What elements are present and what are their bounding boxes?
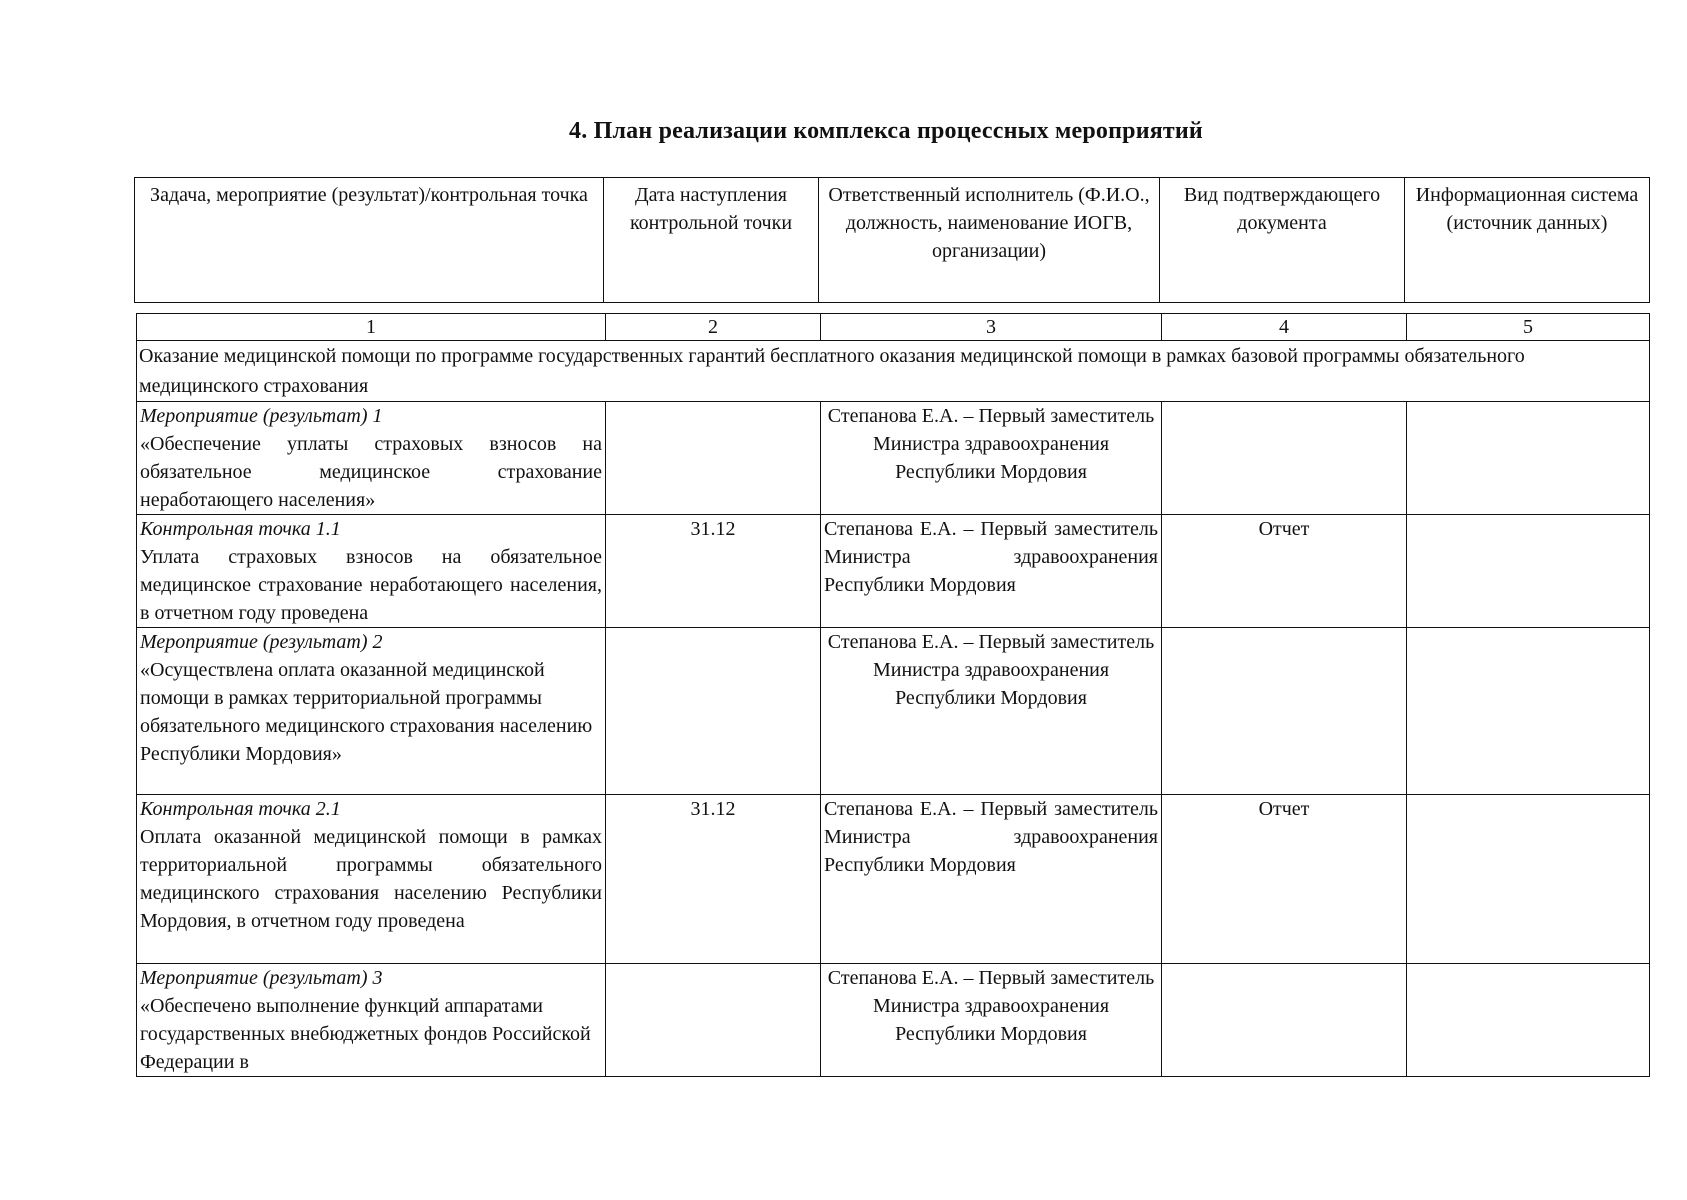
header-row xyxy=(135,178,1650,303)
table-row xyxy=(137,402,1650,515)
table-row xyxy=(137,795,1650,964)
info-system-cell xyxy=(1407,515,1650,628)
task-cell xyxy=(137,795,606,964)
column-number: 4 xyxy=(1162,314,1407,341)
column-number: 5 xyxy=(1407,314,1650,341)
header-document-type: Вид подтверждающего документа xyxy=(1160,178,1405,303)
date-cell: 31.12 xyxy=(606,795,821,964)
responsible-cell: Степанова Е.А. – Первый заместитель Министра здравоохранения Республики Мордовия xyxy=(821,402,1162,515)
task-cell xyxy=(137,628,606,795)
document-cell: Отчет xyxy=(1162,795,1407,964)
row-kind: Мероприятие (результат) 3 xyxy=(140,967,383,989)
page-title: 4. План реализации комплекса процессных мероприятий xyxy=(569,118,1203,144)
row-kind: Мероприятие (результат) 2 xyxy=(140,631,383,653)
header-info-system: Информационная система (источник данных) xyxy=(1405,178,1650,303)
section-title: Оказание медицинской помощи по программе государственных гарантий бесплатного оказания медицинской помощи в рамках базовой программы обязательного медицинского страхования xyxy=(137,341,1650,402)
plan-table xyxy=(136,313,1650,1077)
info-system-cell xyxy=(1407,402,1650,515)
info-system-cell xyxy=(1407,964,1650,1077)
row-description: «Обеспечение уплаты страховых взносов на обязательное медицинское страхование неработающего населения» xyxy=(140,433,602,511)
plan-table-header xyxy=(134,177,1650,303)
task-cell xyxy=(137,402,606,515)
row-description: «Обеспечено выполнение функций аппаратами государственных внебюджетных фондов Российской Федерации в xyxy=(140,995,591,1073)
header-task: Задача, мероприятие (результат)/контрольная точка xyxy=(135,178,604,303)
document-cell xyxy=(1162,402,1407,515)
date-cell xyxy=(606,964,821,1077)
responsible-cell: Степанова Е.А. – Первый заместитель Министра здравоохранения Республики Мордовия xyxy=(821,795,1162,964)
row-description: Оплата оказанной медицинской помощи в рамках территориальной программы обязательного медицинского страхования населению Республики Мордовия, в отчетном году проведена xyxy=(140,826,602,932)
table-row xyxy=(137,964,1650,1077)
responsible-cell: Степанова Е.А. – Первый заместитель Министра здравоохранения Республики Мордовия xyxy=(821,628,1162,795)
document-cell: Отчет xyxy=(1162,515,1407,628)
column-number-row xyxy=(137,314,1650,341)
table-row xyxy=(137,515,1650,628)
info-system-cell xyxy=(1407,795,1650,964)
header-date: Дата наступления контрольной точки xyxy=(604,178,819,303)
task-cell xyxy=(137,964,606,1077)
table-row xyxy=(137,628,1650,795)
section-row xyxy=(137,341,1650,402)
document-cell xyxy=(1162,628,1407,795)
date-cell xyxy=(606,402,821,515)
column-number: 1 xyxy=(137,314,606,341)
header-responsible: Ответственный исполнитель (Ф.И.О., должность, наименование ИОГВ, организации) xyxy=(819,178,1160,303)
column-number: 2 xyxy=(606,314,821,341)
row-kind: Контрольная точка 1.1 xyxy=(140,518,341,540)
row-description: Уплата страховых взносов на обязательное медицинское страхование неработающего населения, в отчетном году проведена xyxy=(140,546,602,624)
responsible-cell: Степанова Е.А. – Первый заместитель Министра здравоохранения Республики Мордовия xyxy=(821,515,1162,628)
row-description: «Осуществлена оплата оказанной медицинской помощи в рамках территориальной программы обязательного медицинского страхования населению Республики Мордовия» xyxy=(140,659,593,765)
responsible-cell: Степанова Е.А. – Первый заместитель Министра здравоохранения Республики Мордовия xyxy=(821,964,1162,1077)
info-system-cell xyxy=(1407,628,1650,795)
date-cell xyxy=(606,628,821,795)
column-number: 3 xyxy=(821,314,1162,341)
document-cell xyxy=(1162,964,1407,1077)
row-kind: Мероприятие (результат) 1 xyxy=(140,405,383,427)
task-cell xyxy=(137,515,606,628)
row-kind: Контрольная точка 2.1 xyxy=(140,798,341,820)
date-cell: 31.12 xyxy=(606,515,821,628)
